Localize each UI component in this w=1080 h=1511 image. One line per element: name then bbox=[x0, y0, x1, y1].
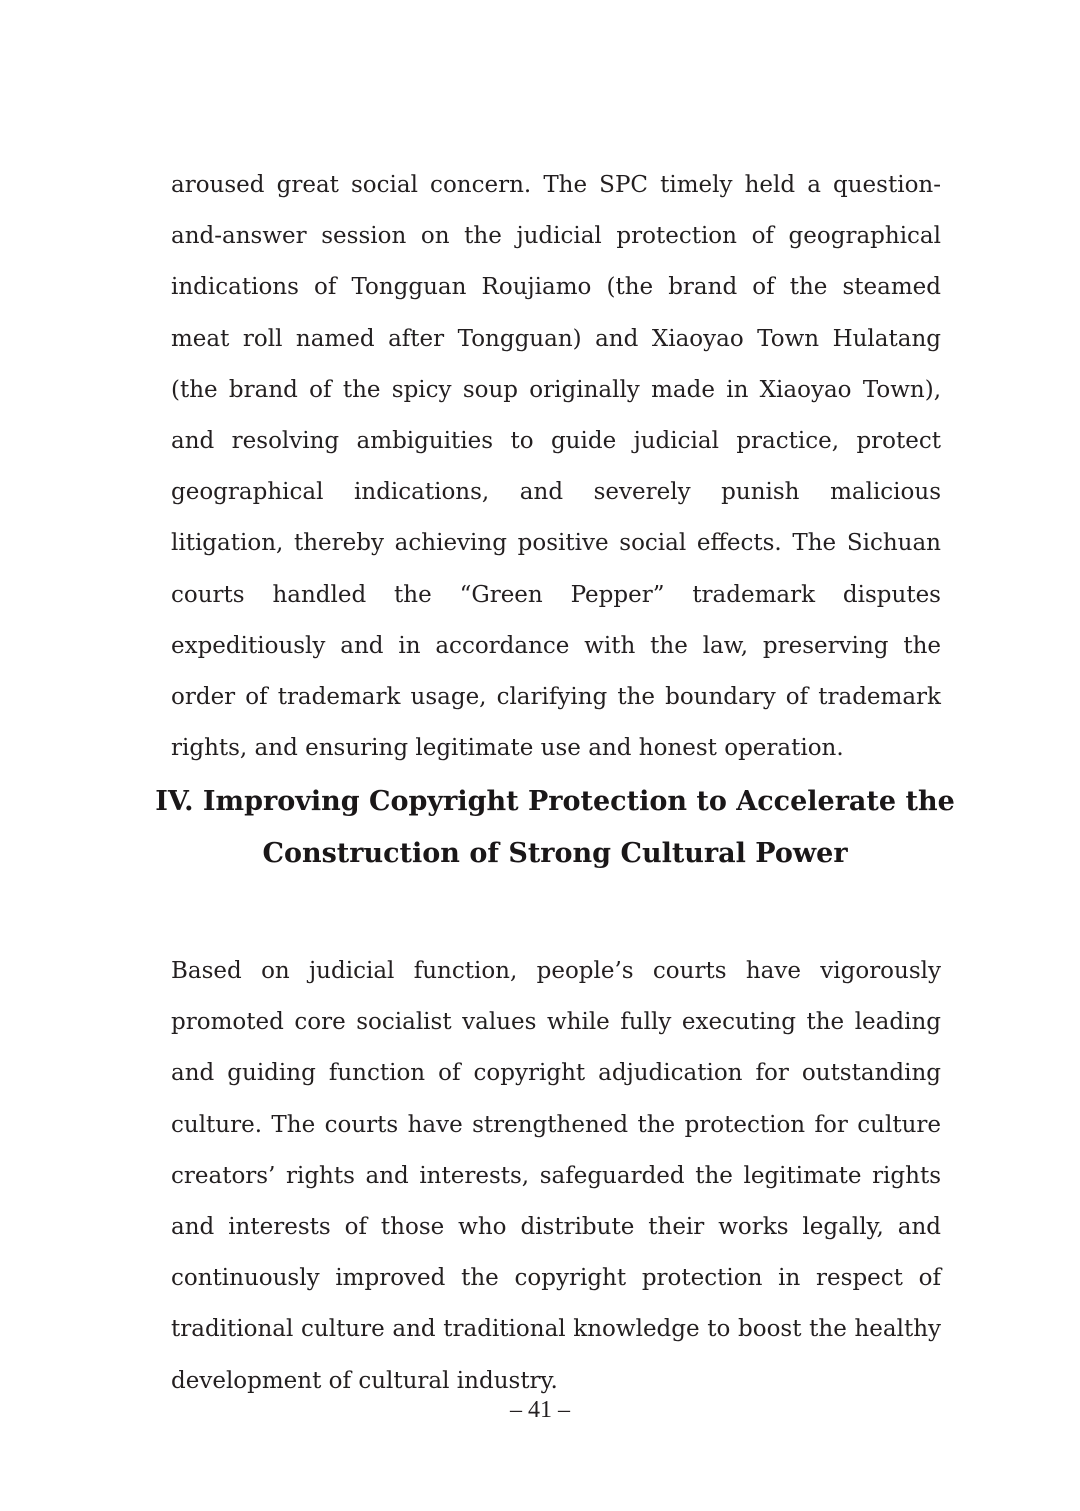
body-paragraph-copyright: Based on judicial function, people’s courts have vigorously promoted core socialist values while fully executing the leading and guiding function of copyright adjudication for outstanding culture. The courts have strengthened the protection for culture creators’ rights and interests, safeguarded the legitimate rights and interests of those who distribute their works legally, and continuously improved the copyright protection in respect of traditional culture and traditional knowledge to boost the healthy development of cultural industry. bbox=[171, 958, 941, 1394]
body-paragraph-trademark: aroused great social concern. The SPC timely held a question-and-answer session on the judicial protection of geographical indications of Tongguan Roujiamo (the brand of the steamed meat roll named after Tongguan) and Xiaoyao Town Hulatang (the brand of the spicy soup originally made in Xiaoyao Town), and resolving ambiguities to guide judicial practice, protect geographical indications, and severely punish malicious litigation, thereby achieving positive social effects. The Sichuan courts handled the “Green Pepper” trademark disputes expeditiously and in accordance with the law, preserving the order of trademark usage, clarifying the boundary of trademark rights, and ensuring legitimate use and honest operation. bbox=[171, 172, 941, 762]
section-heading-line-2: Construction of Strong Cultural Power bbox=[262, 838, 848, 869]
section-heading-line-1: IV. Improving Copyright Protection to Accelerate the bbox=[155, 786, 955, 817]
section-heading bbox=[150, 776, 960, 880]
page-number: – 41 – bbox=[510, 1397, 570, 1423]
